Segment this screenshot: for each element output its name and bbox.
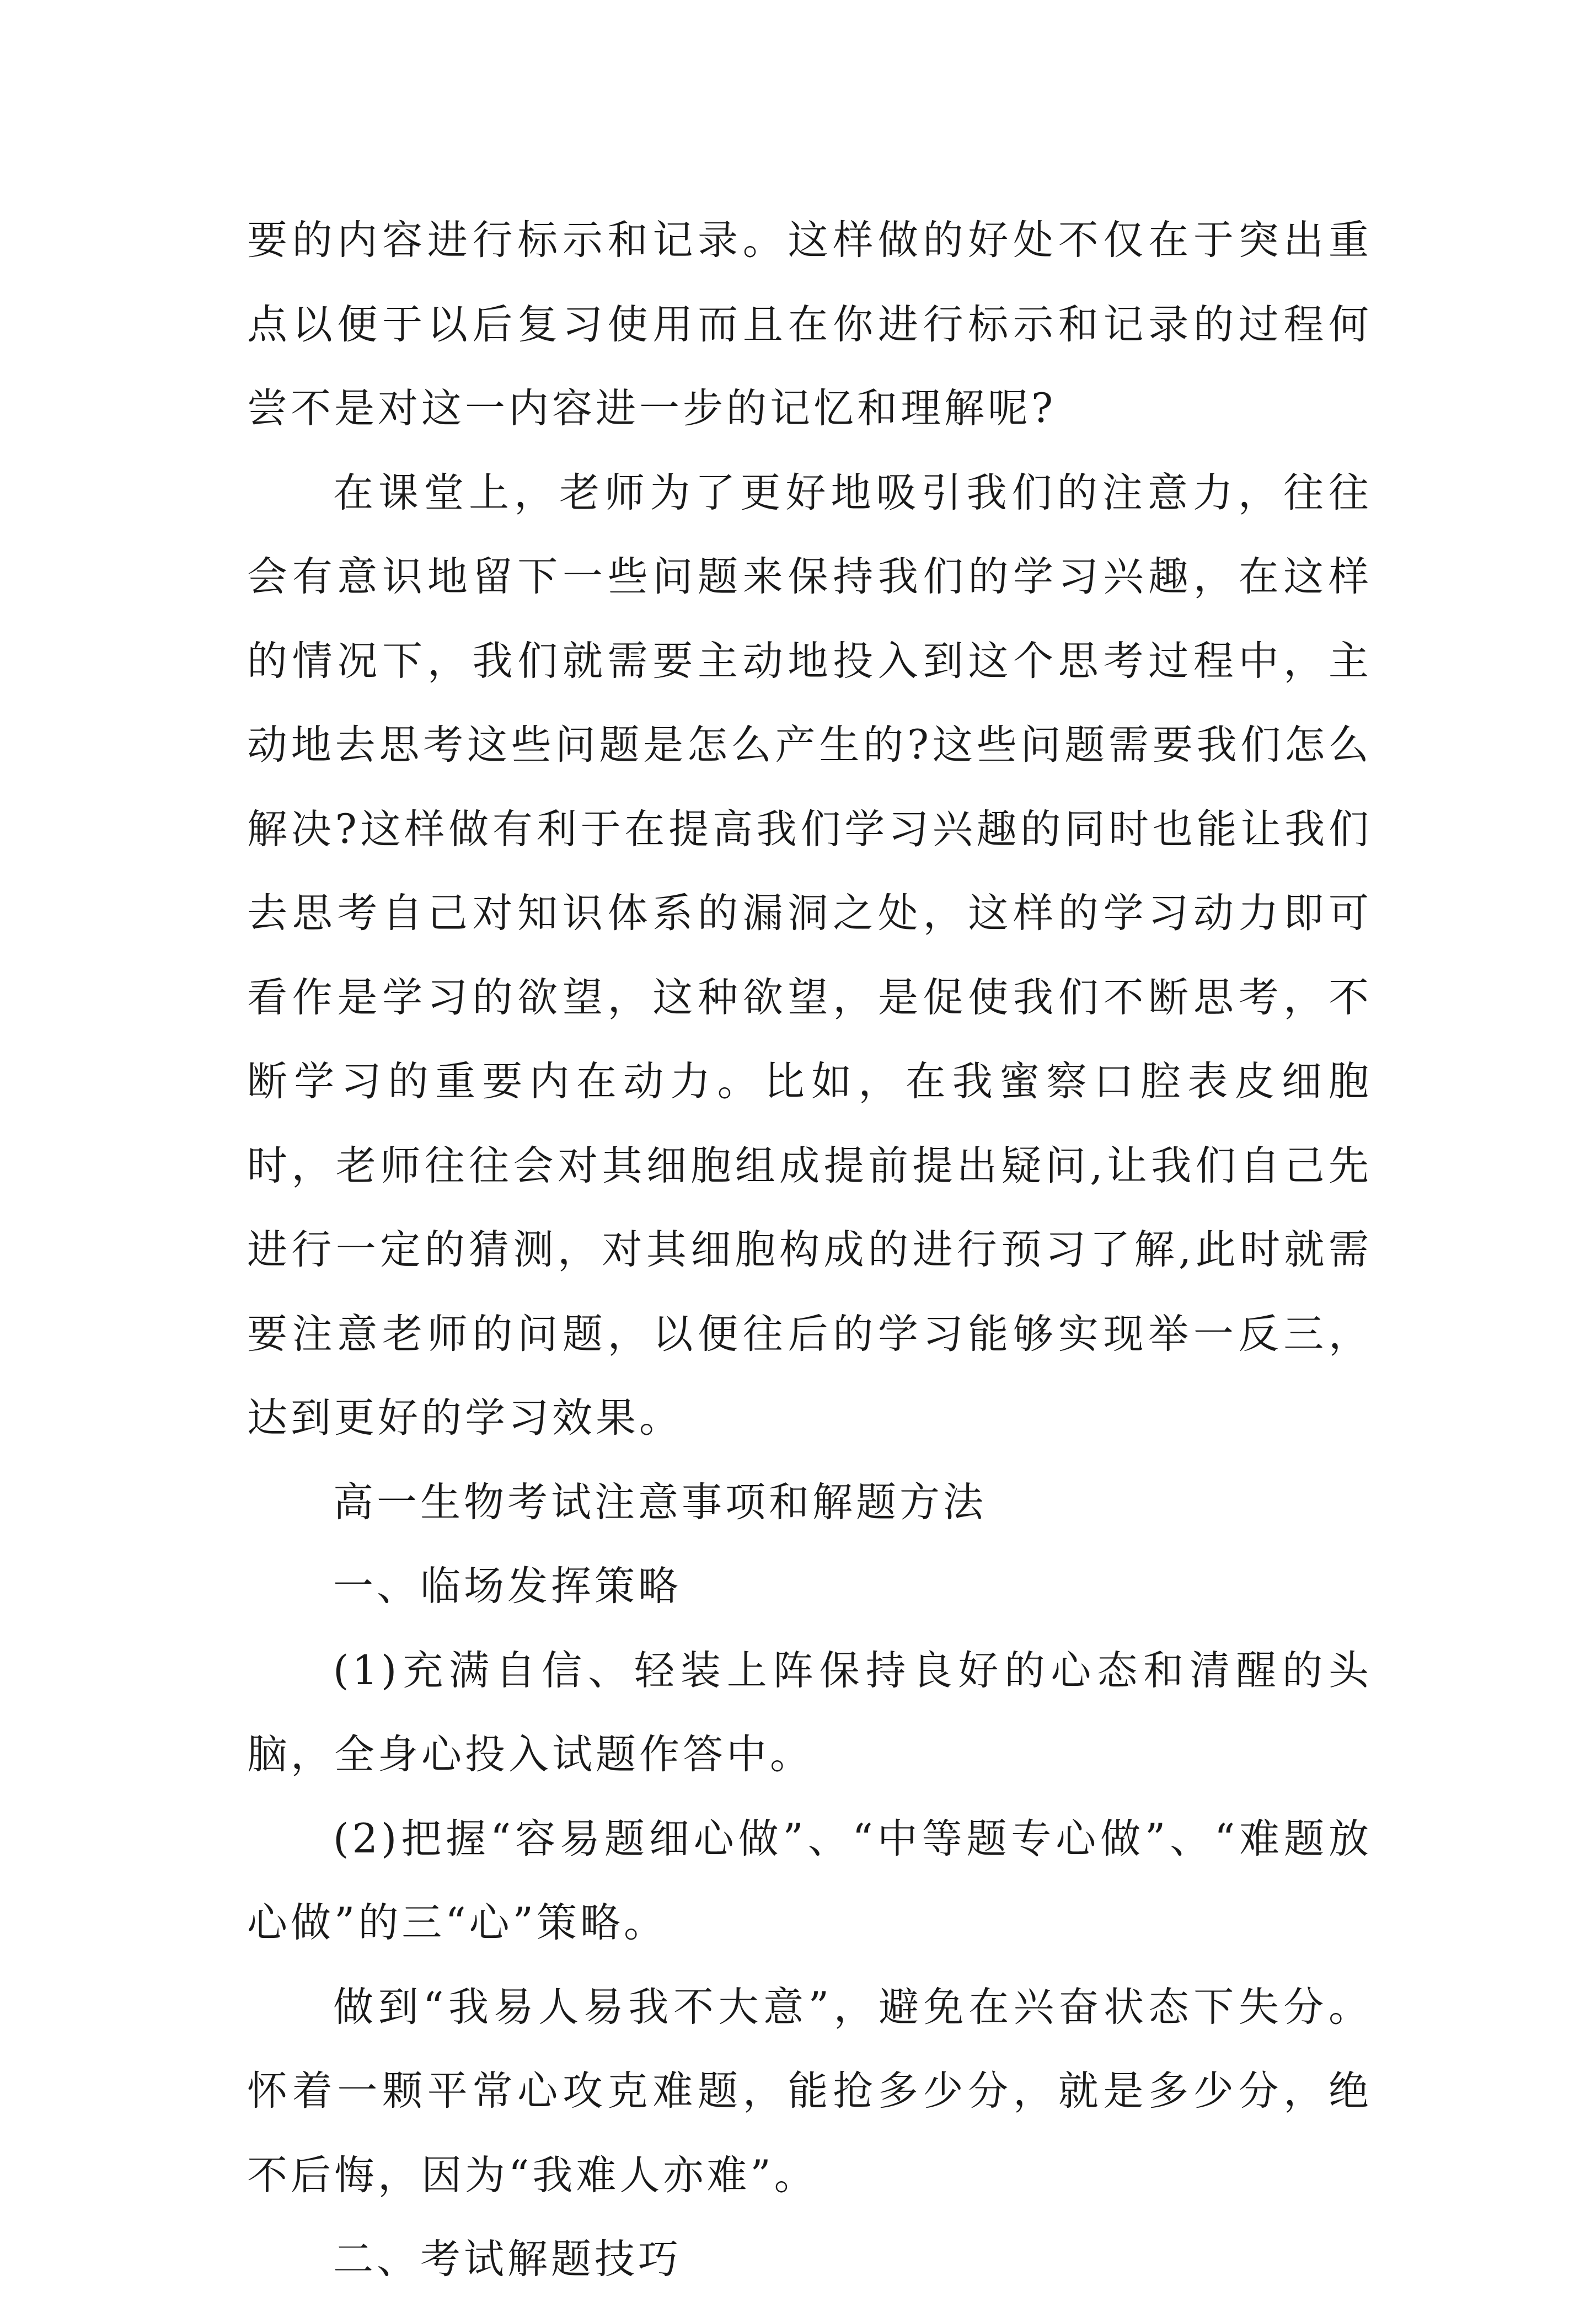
heading-on-site-strategy (247, 1545, 1372, 1629)
text-line: 对其细胞组成提前提出疑问,让我们自己先进行一定的猜测， (247, 1142, 1372, 1273)
section-title-exam-tips (247, 1461, 1372, 1545)
text-line: 以便于以后复习使用而且在你进行标示和记录的过程何尝 (247, 301, 1373, 432)
text-line: 心做”的三“心”策略。 (247, 1899, 667, 1946)
text-line: 在课堂上，老师为了更好地吸引我们的注意力，往往会 (247, 469, 1372, 600)
heading-solving-techniques (247, 2218, 1372, 2302)
paragraph-classroom-questions (247, 451, 1372, 1461)
list-item-confidence (247, 1629, 1372, 1797)
text-line: 以便往后的学习能够实现举一反三，达到更好的学习效果。 (247, 1310, 1372, 1441)
text-line: 思考这些问题是怎么产生的?这些问题需要我们怎么解决?这 (247, 722, 1373, 853)
text-line: (2)把握“容易题细心做”、“中等题专心做”、“难题放 (333, 1815, 1372, 1862)
text-line: (1)充满自信、轻装上阵保持良好的心态和清醒的头脑， (247, 1647, 1372, 1778)
text-line: 后悔，因为“我难人亦难”。 (291, 2151, 818, 2199)
text-line: 一、临场发挥策略 (333, 1563, 682, 1610)
text-line: 样做有利于在提高我们学习兴趣的同时也能让我们去思考 (247, 805, 1373, 937)
text-line: 要的内容进行标示和记录。这样做的好处不仅在于突出重点 (247, 217, 1372, 348)
text-line: 做到“我易人易我不大意”，避免在兴奋状态下失分。 (333, 1983, 1372, 2031)
list-item-three-hearts (247, 1797, 1372, 1965)
text-line: 自己对知识体系的漏洞之处，这样的学习动力即可看作是学 (247, 890, 1372, 1021)
paragraph-calm-mindset (247, 1965, 1372, 2218)
text-line: 高一生物考试注意事项和解题方法 (333, 1478, 987, 1526)
text-line: 有意识地留下一些问题来保持我们的学习兴趣，在这样的情 (247, 553, 1373, 685)
text-line: 不是对这一内容进一步的记忆和理解呢? (291, 385, 1057, 432)
text-line: 习的欲望，这种欲望，是促使我们不断思考，不断学习的重 (247, 974, 1373, 1105)
text-line: 对其细胞构成的进行预习了解,此时就需要注意老师的问题， (247, 1226, 1372, 1358)
text-line: 二、考试解题技巧 (333, 2236, 682, 2283)
document-page (247, 199, 1372, 2302)
paragraph-note-marking (247, 199, 1372, 451)
text-line: 要内在动力。比如，在我蜜察口腔表皮细胞时，老师往往会 (247, 1058, 1373, 1189)
text-line: 况下，我们就需要主动地投入到这个思考过程中，主动地去 (247, 637, 1373, 768)
text-line: 怀着一颗平常心攻克难题，能抢多少分，就是多少分，绝不 (247, 2068, 1372, 2199)
text-line: 全身心投入试题作答中。 (334, 1731, 813, 1778)
